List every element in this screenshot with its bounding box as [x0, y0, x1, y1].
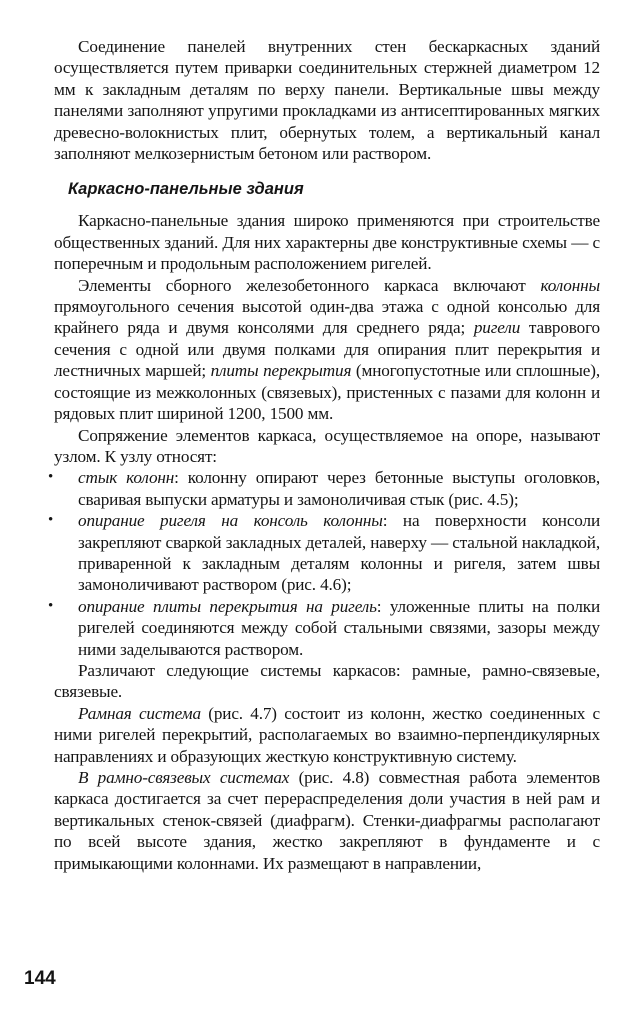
paragraph-rigid-frame-system [54, 703, 600, 767]
list-text: : уложенные плиты на полки ригелей соединяются между собой стальными связями, зазоры между ними заделываются раствором. [78, 596, 600, 659]
bullet-dot: • [48, 597, 54, 614]
text-run: Элементы сборного железобетонного каркаса включают [78, 275, 541, 295]
page-number: 144 [24, 968, 56, 989]
term-columns: колонны [540, 275, 600, 295]
list-term: стык колонн [78, 468, 175, 488]
paragraph-frame-panel-intro: Каркасно-панельные здания широко применяются при строительстве общественных зданий. Для них характерны две конструктивные схемы — с поперечным и продольным расположением ригелей. [54, 211, 600, 274]
term-rigid-frame-system: Рамная система [78, 703, 201, 723]
paragraph-frame-braced-system [54, 767, 600, 874]
list-text: : на поверхности консоли закрепляют сваркой закладных деталей, наверху — стальной накладкой, приваренной к закладным деталям колонны и ригеля, затем швы замоноличивают раствором (рис. 4.6); [78, 511, 600, 595]
text-run: (рис. 4.7) состоит из колонн, жестко соединенных с ними ригелей перекрытий, располагаемых во взаимно-перпендикулярных направлениях и образующих жесткую конструктивную систему. [54, 703, 600, 766]
page-body [48, 36, 601, 874]
text-run: (многопустотные или сплошные), состоящие из межколонных (связевых), пристенных с пазами для колонн и рядовых плит шириной 1200, 1500 мм. [54, 361, 600, 424]
list-text: : колонну опирают через бетонные выступы оголовков, сваривая выпуски арматуры и замоноличивая стык (рис. 4.5); [78, 468, 600, 509]
paragraph-frame-elements [54, 275, 600, 425]
paragraph-panel-joints: Соединение панелей внутренних стен бескаркасных зданий осуществляется путем приварки соединительных стержней диаметром 12 мм к закладным деталям по верху панели. Вертикальные швы между панелями заполняют упругими прокладками из антисептированных мягких древесно-волокнистых плит, обернутых толем, а вертикальный канал заполняют мелкозернистым бетоном или раствором. [54, 37, 600, 164]
list-term: опирание ригеля на консоль колонны [78, 511, 383, 531]
section-heading: Каркасно-панельные здания [68, 180, 304, 199]
list-item [48, 596, 600, 660]
list-item [48, 510, 600, 596]
list-item [48, 467, 600, 510]
paragraph-frame-systems: Различают следующие системы каркасов: рамные, рамно-связевые, связевые. [54, 660, 600, 702]
bullet-dot: • [48, 469, 54, 486]
term-frame-braced-system: В рамно-связевых системах [78, 768, 290, 787]
bullet-dot: • [48, 512, 54, 529]
list-term: опирание плиты перекрытия на ригель [78, 596, 377, 616]
text-run: (рис. 4.8) совместная работа элементов каркаса достигается за счет перераспределения доли участия в ней рам и вертикальных стенок-связей (диафрагм). Стенки-диафрагмы располагают по всей высоте здания, жестко закрепляют в фундаменте и с примыкающими колоннами. Их размещают в направлении, [54, 768, 600, 873]
text-run: таврового сечения с одной или двумя полками для опирания плит перекрытия и лестничных маршей; [54, 318, 601, 381]
term-floor-slabs: плиты перекрытия [210, 361, 352, 381]
paragraph-node-definition: Сопряжение элементов каркаса, осуществляемое на опоре, называют узлом. К узлу относят: [54, 425, 600, 466]
term-girders: ригели [473, 318, 521, 338]
node-types-list [48, 467, 600, 660]
text-run: прямоугольного сечения высотой один-два этажа с одной консолью для крайнего ряда и двумя консолями для среднего ряда; [54, 297, 600, 338]
